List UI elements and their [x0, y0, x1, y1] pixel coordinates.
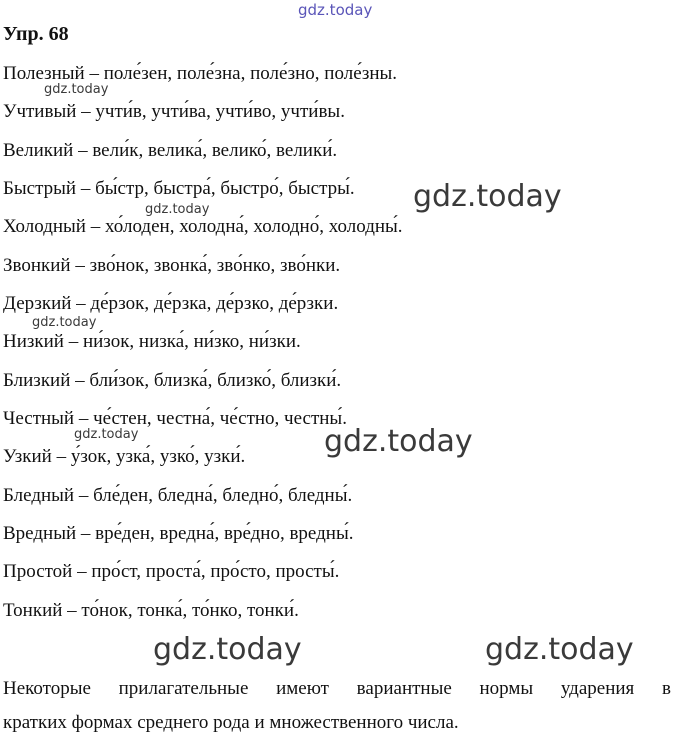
word-line: Быстрый – бы́стр, быстра́, быстро́, быстры́.	[3, 178, 355, 199]
word-line: Вредный – вре́ден, вредна́, вре́дно, вредны́.	[3, 523, 354, 544]
watermark: gdz.today	[153, 632, 302, 667]
word-line: Учтивый – учти́в, учти́ва, учти́во, учти́вы.	[3, 101, 345, 122]
watermark: gdz.today	[74, 427, 139, 442]
note-line: Некоторые прилагательные имеют вариантные нормы ударения в	[3, 678, 671, 699]
watermark: gdz.today	[32, 315, 97, 330]
word-line: Полезный – поле́зен, поле́зна, поле́зно, поле́зны.	[3, 63, 398, 84]
word-line: Узкий – у́зок, узка́, узко́, узки́.	[3, 446, 246, 467]
word-line: Тонкий – то́нок, тонка́, то́нко, тонки́.	[3, 600, 299, 621]
watermark: gdz.today	[298, 1, 373, 19]
word-line: Простой – про́ст, проста́, про́сто, просты́.	[3, 561, 340, 582]
note-line: кратких формах среднего рода и множественного числа.	[3, 712, 459, 733]
watermark: gdz.today	[485, 632, 634, 667]
watermark: gdz.today	[44, 82, 109, 97]
word-line: Низкий – ни́зок, низка́, ни́зко, ни́зки.	[3, 331, 301, 352]
exercise-title: Упр. 68	[3, 23, 69, 45]
watermark: gdz.today	[324, 424, 473, 459]
word-line: Близкий – бли́зок, близка́, близко́, близки́.	[3, 370, 342, 391]
word-line: Дерзкий – де́рзок, де́рзка, де́рзко, де́рзки.	[3, 293, 339, 314]
watermark: gdz.today	[413, 179, 562, 214]
word-line: Холодный – хо́лоден, холодна́, холодно́, холодны́.	[3, 216, 403, 237]
word-line: Бледный – бле́ден, бледна́, бледно́, бледны́.	[3, 485, 353, 506]
word-line: Звонкий – зво́нок, звонка́, зво́нко, зво́нки.	[3, 255, 341, 276]
word-line: Честный – че́стен, честна́, че́стно, честны́.	[3, 408, 347, 429]
watermark: gdz.today	[145, 202, 210, 217]
word-line: Великий – вели́к, велика́, велико́, велики́.	[3, 140, 338, 161]
